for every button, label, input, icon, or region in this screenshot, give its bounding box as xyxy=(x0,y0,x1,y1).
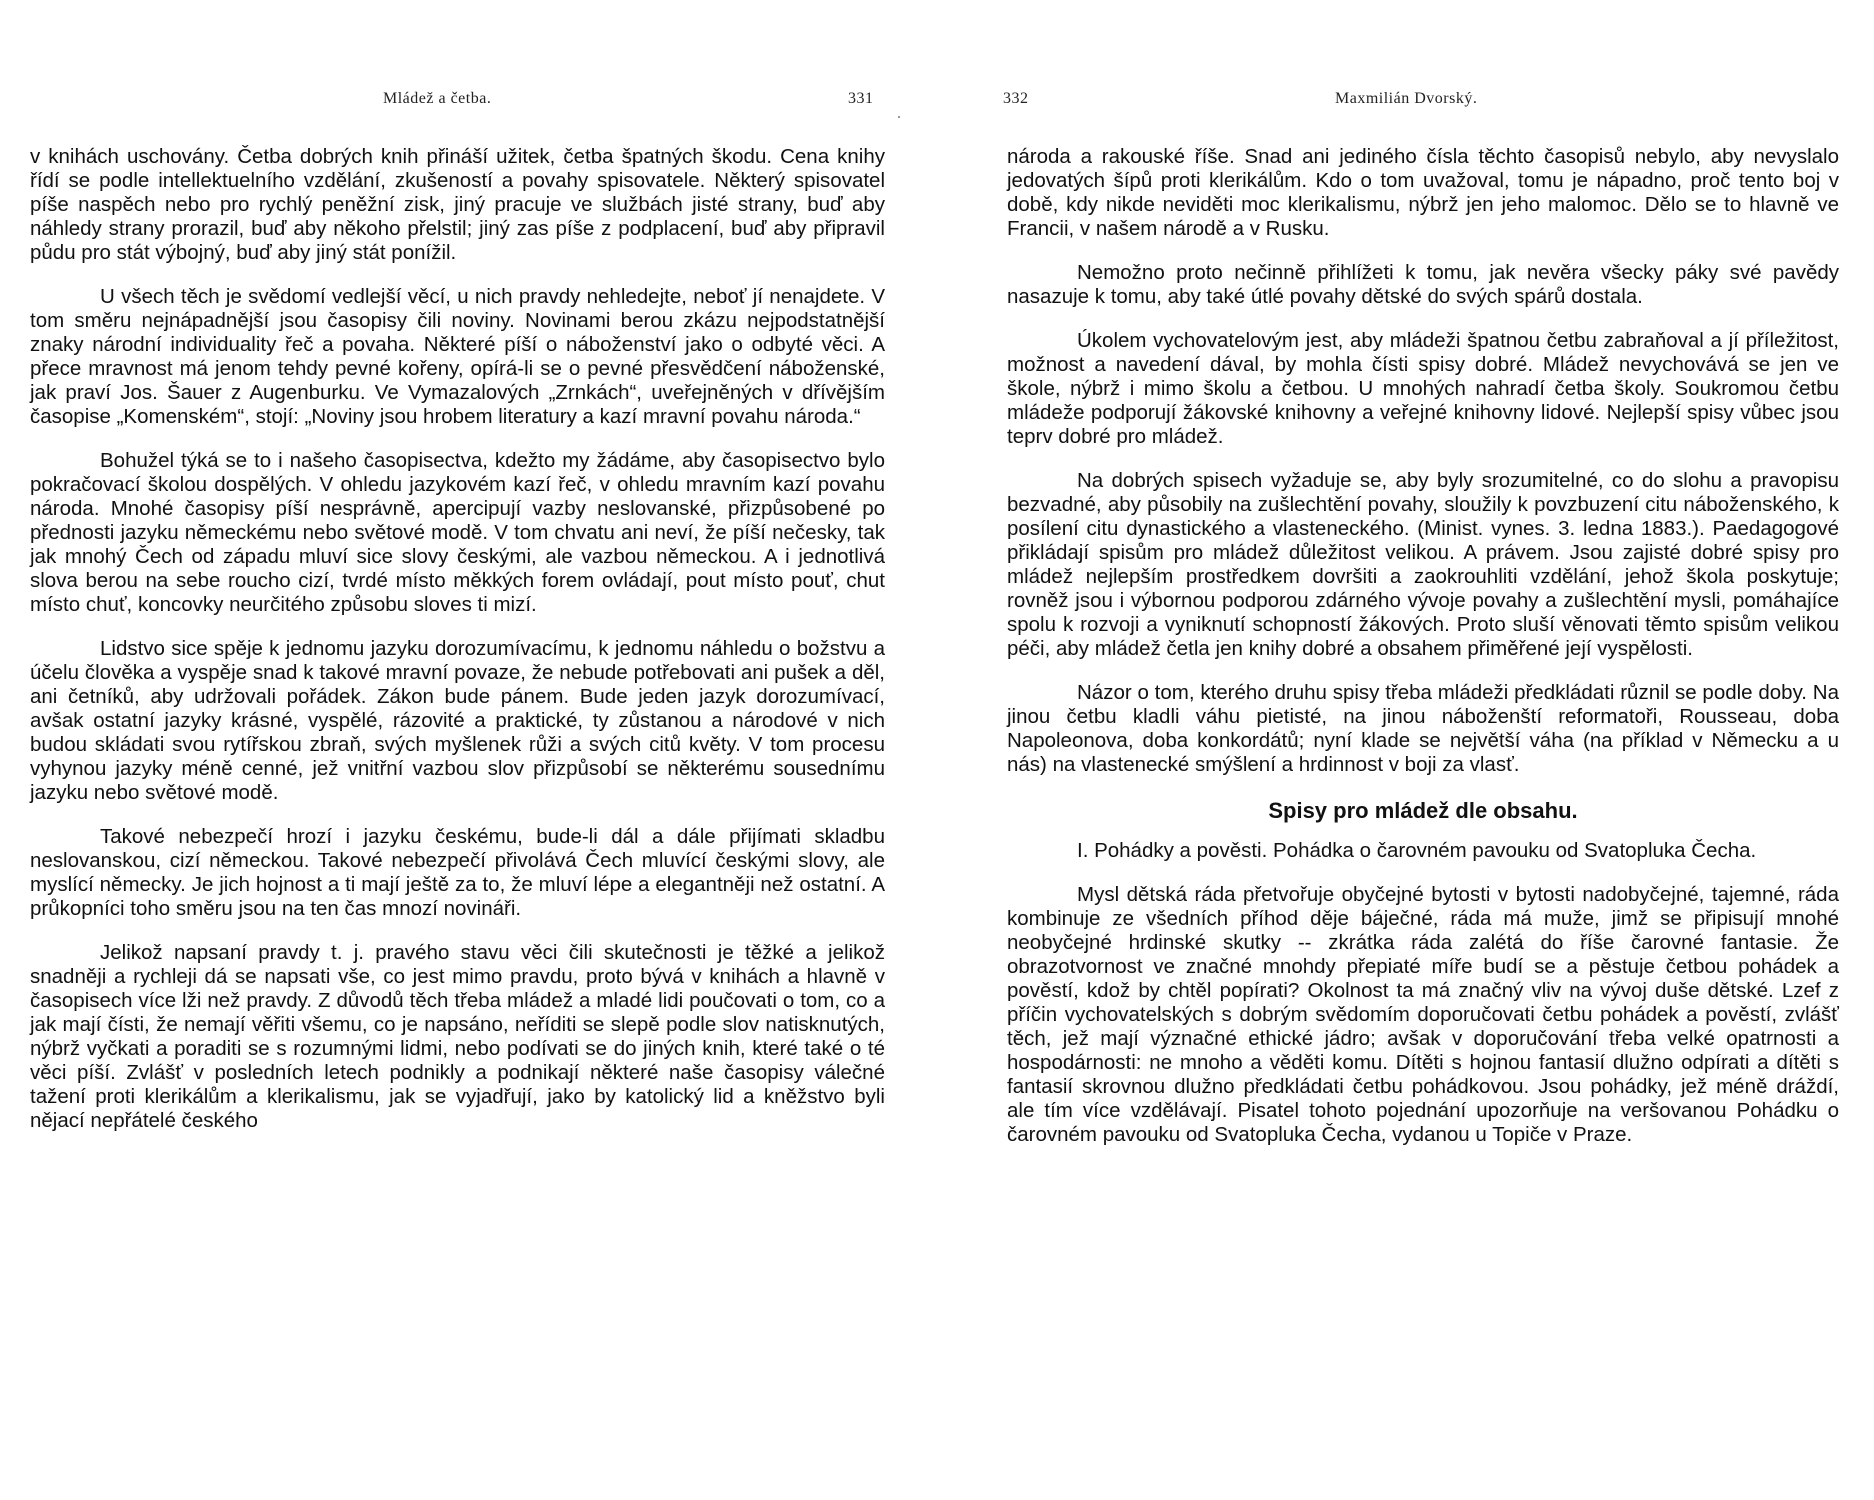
page-number: 332 xyxy=(1003,90,1029,107)
paragraph: Takové nebezpečí hrozí i jazyku českému, bude-li dál a dále přijímati skladbu neslovanskou, cizí německou. Takové nebezpečí přivolává Čech mluvící českými slovy, ale myslící německy. Je jich hojnost a ti mají ještě za to, že mluví lépe a elegantněji než ostatní. A průkopníci toho směru jsou na ten čas mnozí novináři. xyxy=(30,825,885,920)
running-head-title: Maxmilián Dvorský. xyxy=(1335,90,1478,107)
paragraph: Mysl dětská ráda přetvořuje obyčejné bytosti v bytosti nadobyčejné, tajemné, ráda kombinuje ze všedních příhod děje báječné, ráda má muže, jimž se připisují mnohé neobyčejné hrdinské skutky -- zkrátka ráda zalétá do říše čarovné fantasie. Že obrazotvornost ve značné mnohdy přepiaté míře budí se a pěstuje četbou pohádek a pověstí, kdož by chtěl popírati? Okolnost ta má značný vliv na vývoj duše dětské. Lzef z příčin vychovatelských s dobrým svědomím doporučovati četbu pohádek a pověstí, zvlášť těch, jež mají význačné ethické jádro; avšak v doporučování třeba velké opatrnosti a hospodárnosti: ne mnoho a věděti komu. Dítěti s hojnou fantasií dlužno odpírati a dítěti s fantasií skrovnou dlužno předkládati četbu pohádkovou. Jsou pohádky, jež méně dráždí, ale tím více vzdělávají. Pisatel tohoto pojednání upozorňuje na veršovanou Pohádku o čarovném pavouku od Svatopluka Čecha, vydanou u Topiče v Praze. xyxy=(1007,883,1839,1146)
section-heading: Spisy pro mládež dle obsahu. xyxy=(1268,798,1578,823)
paragraph: v knihách uschovány. Četba dobrých knih přináší užitek, četba špatných škodu. Cena knihy řídí se podle intellektuelního vzdělání, zkušeností a povahy spisovatele. Některý spisovatel píše naspěch nebo pro rychlý peněžní zisk, jiný pracuje ve službách jisté strany, buď aby náhledy strany prorazil, buď aby někoho přelstil; jiný zas píše z podplacení, buď aby připravil půdu pro stát výbojný, buď aby jiný stát ponížil. xyxy=(30,145,885,264)
running-head-title: Mládež a četba. xyxy=(383,90,492,107)
right-page xyxy=(937,0,1874,1500)
paragraph: Názor o tom, kterého druhu spisy třeba mládeži předkládati různil se podle doby. Na jinou četbu kladli váhu pietisté, na jinou náboženští reformatoři, Rousseau, doba Napoleonova, doba konkordátů; nyní klade se největší váha (na příklad v Německu a u nás) na vlastenecké smýšlení a hrdinnost v boji za vlasť. xyxy=(1007,681,1839,776)
paragraph: Úkolem vychovatelovým jest, aby mládeži špatnou četbu zabraňoval a jí příležitost, možnost a navedení dával, by mohla čísti spisy dobré. Mládež nevychovává se jen ve škole, nýbrž i mimo školu a četbou. U mnohých nahradí četba školy. Soukromou četbu mládeže podporují žákovské knihovny a veřejné knihovny lidové. Nejlepší spisy vůbec jsou teprv dobré pro mládež. xyxy=(1007,329,1839,448)
paragraph: Bohužel týká se to i našeho časopisectva, kdežto my žádáme, aby časopisectvo bylo pokračovací školou dospělých. V ohledu jazykovém kazí řeč, v ohledu mravním kazí povahu národa. Mnohé časopisy píší nesprávně, apercipují vazby neslovanské, přizpůsobené po přednosti jazyku německému nebo světové modě. V tom chvatu ani neví, že píší nečesky, tak jak mnohý Čech od západu mluví sice slovy českými, ale vazbou německou. A i jednotlivá slova berou na sebe roucho cizí, tvrdé místo měkkých forem ovládají, pout místo pouť, chut místo chuť, koncovky neurčitého způsobu sloves ti mizí. xyxy=(30,449,885,616)
header-mark xyxy=(898,116,900,118)
paragraph: Na dobrých spisech vyžaduje se, aby byly srozumitelné, co do slohu a pravopisu bezvadné, aby působily na zušlechtění povahy, sloužily k povzbuzení citu náboženského, k posílení citu dynastického a vlasteneckého. (Minist. vynes. 3. ledna 1883.). Paedagogové přikládají spisům pro mládež důležitost velikou. A právem. Jsou zajisté dobré spisy pro mládež nejlepším prostředkem dovršiti a zaokrouhliti vzdělání, jehož škola poskytuje; rovněž jsou i výbornou podporou zdárného vývoje povahy a zušlechtění mysli, pomáhajíce spolu k rozvoji a vyniknutí schopností žákových. Proto sluší věnovati těmto spisům velikou péči, aby mládež četla jen knihy dobré a obsahem přiměřené její vyspělosti. xyxy=(1007,469,1839,660)
paragraph: I. Pohádky a pověsti. Pohádka o čarovném pavouku od Svatopluka Čecha. xyxy=(1077,839,1757,862)
paragraph: U všech těch je svědomí vedlejší věcí, u nich pravdy nehledejte, neboť jí nenajdete. V tom směru nejnápadnější jsou časopisy čili noviny. Novinami berou zkázu nejpodstatnější znaky národní individuality řeč a povaha. Některé píší o náboženství jako o odbyté věci. A přece mravnost má jenom tehdy pevné kořeny, opírá-li se o pevné přesvědčení náboženské, jak praví Jos. Šauer z Augenburku. Ve Vymazalových „Zrnkách“, uveřejněných v dřívějším časopise „Komenském“, stojí: „Noviny jsou hrobem literatury a kazí mravní povahu národa.“ xyxy=(30,285,885,428)
paragraph: Nemožno proto nečinně přihlížeti k tomu, jak nevěra všecky páky své pavědy nasazuje k tomu, aby také útlé povahy dětské do svých spárů dostala. xyxy=(1007,261,1839,308)
page-number: 331 xyxy=(848,90,874,107)
paragraph: Lidstvo sice spěje k jednomu jazyku dorozumívacímu, k jednomu náhledu o božstvu a účelu člověka a vyspěje snad k takové mravní povaze, že nebude potřebovati ani pušek a děl, ani četníků, aby udržovali pořádek. Zákon bude pánem. Bude jeden jazyk dorozumívací, avšak ostatní jazyky krásné, vyspělé, rázovité a praktické, ty zůstanou a národové v nich budou skládati svou rytířskou zbraň, svých myšlenek růži a svých citů květy. V tom procesu vyhynou jazyky méně cenné, jež vnitřní vazbou slov přizpůsobí se některému sousednímu jazyku nebo světové modě. xyxy=(30,637,885,804)
left-text-column xyxy=(30,145,885,1153)
paragraph: národa a rakouské říše. Snad ani jediného čísla těchto časopisů nebylo, aby nevyslalo jedovatých šípů proti klerikálům. Kdo o tom uvažoval, tomu je nápadno, proč tento boj v době, kdy nikde neviděti moc klerikalismu, nýbrž jen jeho malomoc. Dělo se to hlavně ve Francii, v našem národě a v Rusku. xyxy=(1007,145,1839,240)
right-text-column xyxy=(1007,145,1839,1167)
paragraph: Jelikož napsaní pravdy t. j. pravého stavu věci čili skutečnosti je těžké a jelikož snadněji a rychleji dá se napsati vše, co jest mimo pravdu, proto bývá v knihách a hlavně v časopisech více lži než pravdy. Z důvodů těch třeba mládež a mladé lidi poučovati o tom, co a jak mají čísti, že nemají věřiti všemu, co je napsáno, neříditi se slepě podle slov natisknutých, nýbrž vyčkati a poraditi se s rozumnými lidmi, nebo podívati se do jiných knih, které také o té věci píší. Zvlášť v posledních letech podnikly a podnikají některé naše časopisy válečné tažení proti klerikálům a klerikalismu, jak se vyjadřují, jako by katolický lid a kněžstvo byli nějací nepřátelé českého xyxy=(30,941,885,1132)
